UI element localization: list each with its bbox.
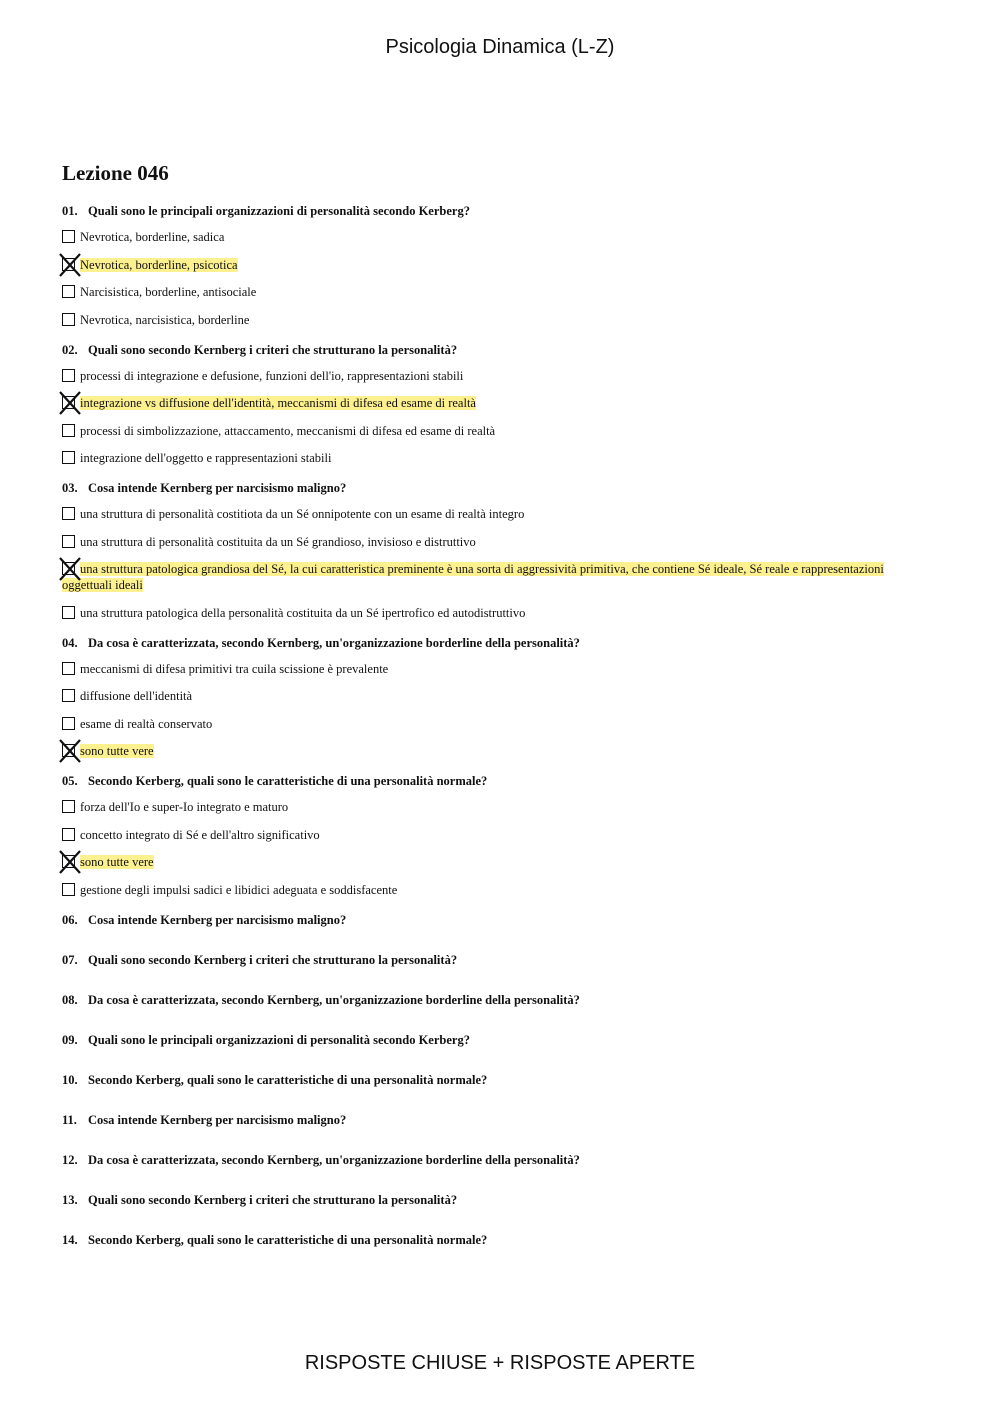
answer-option[interactable]: [62, 799, 902, 815]
question-block: [62, 773, 902, 898]
open-question-title: [62, 992, 902, 1008]
checkbox[interactable]: [62, 313, 75, 326]
answer-text: concetto integrato di Sé e dell'altro significativo: [80, 827, 320, 842]
closed-questions: [62, 203, 902, 898]
answer-text: meccanismi di difesa primitivi tra cuila scissione è prevalente: [80, 661, 389, 676]
checkbox[interactable]: [62, 883, 75, 896]
question-number: 14.: [62, 1232, 78, 1247]
question-block: [62, 203, 902, 328]
checkbox[interactable]: [62, 717, 75, 730]
question-text: Quali sono secondo Kernberg i criteri che strutturano la personalità?: [88, 1192, 458, 1207]
checked-checkbox[interactable]: [62, 744, 75, 757]
question-number: 06.: [62, 912, 78, 927]
cross-mark-icon: [59, 253, 81, 277]
answer-option[interactable]: [62, 229, 902, 245]
open-question-title: [62, 1232, 902, 1248]
answer-text: forza dell'Io e super-Io integrato e maturo: [80, 800, 289, 814]
open-questions: [62, 912, 902, 1248]
answer-text: una struttura patologica della personalità costituita da un Sé ipertrofico ed autodistruttivo: [80, 605, 526, 620]
question-text: Quali sono secondo Kernberg i criteri che strutturano la personalità?: [88, 952, 458, 967]
checkbox[interactable]: [62, 828, 75, 841]
checkbox[interactable]: [62, 285, 75, 298]
questions-container: [62, 203, 902, 1272]
question-number: 05.: [62, 774, 78, 788]
answer-option[interactable]: [62, 534, 902, 550]
answer-option[interactable]: [62, 423, 902, 439]
checkbox[interactable]: [62, 535, 75, 548]
question-text: Quali sono le principali organizzazioni di personalità secondo Kerberg?: [88, 204, 470, 218]
open-question-title: [62, 1032, 902, 1048]
open-question-title: [62, 1192, 902, 1208]
question-text: Cosa intende Kernberg per narcisismo maligno?: [88, 1112, 347, 1127]
answer-option[interactable]: [62, 312, 902, 328]
answer-text: diffusione dell'identità: [80, 689, 193, 703]
answer-option[interactable]: [62, 882, 902, 898]
answer-option[interactable]: [62, 450, 902, 466]
question-text: Cosa intende Kernberg per narcisismo maligno?: [88, 912, 347, 927]
question-title: [62, 635, 902, 651]
checkbox[interactable]: [62, 230, 75, 243]
cross-mark-icon: [59, 557, 81, 581]
checkbox[interactable]: [62, 507, 75, 520]
answer-option[interactable]: [62, 561, 902, 593]
page-footer: RISPOSTE CHIUSE + RISPOSTE APERTE: [304, 1352, 696, 1374]
question-number: 11.: [62, 1112, 77, 1127]
answer-text: Nevrotica, borderline, sadica: [80, 230, 225, 244]
cross-mark-icon: [59, 850, 81, 874]
answer-text: integrazione dell'oggetto e rappresentazioni stabili: [80, 451, 332, 465]
question-text: Da cosa è caratterizzata, secondo Kernberg, un'organizzazione borderline della personalità?: [88, 1152, 580, 1167]
question-text: Da cosa è caratterizzata, secondo Kernberg, un'organizzazione borderline della personalità?: [88, 635, 580, 650]
answer-text: sono tutte vere: [80, 744, 154, 758]
question-text: Cosa intende Kernberg per narcisismo maligno?: [88, 481, 347, 495]
page-header: Psicologia Dinamica (L-Z): [385, 36, 615, 58]
checked-checkbox[interactable]: [62, 562, 75, 575]
question-number: 03.: [62, 481, 78, 495]
answer-text: Narcisistica, borderline, antisociale: [80, 285, 257, 299]
answer-option[interactable]: [62, 395, 902, 411]
answer-option[interactable]: [62, 605, 902, 621]
answer-text: Nevrotica, borderline, psicotica: [80, 257, 238, 272]
checked-checkbox[interactable]: [62, 396, 75, 409]
checkbox[interactable]: [62, 451, 75, 464]
question-number: 09.: [62, 1032, 78, 1047]
answer-option[interactable]: [62, 368, 902, 384]
lesson-title: Lezione 046: [62, 161, 169, 185]
question-number: 02.: [62, 342, 78, 357]
answer-option[interactable]: [62, 854, 902, 870]
open-question-title: [62, 952, 902, 968]
cross-mark-icon: [59, 739, 81, 763]
answer-text: Nevrotica, narcisistica, borderline: [80, 312, 250, 327]
checkbox[interactable]: [62, 424, 75, 437]
answer-option[interactable]: [62, 743, 902, 759]
answer-text: integrazione vs diffusione dell'identità, meccanismi di difesa ed esame di realtà: [80, 396, 476, 410]
question-title: [62, 203, 902, 219]
open-question-title: [62, 912, 902, 928]
question-title: [62, 773, 902, 789]
question-text: Quali sono secondo Kernberg i criteri che strutturano la personalità?: [88, 342, 458, 357]
question-number: 01.: [62, 204, 78, 218]
answer-text: gestione degli impulsi sadici e libidici adeguata e soddisfacente: [80, 882, 398, 897]
question-number: 12.: [62, 1152, 78, 1167]
question-number: 08.: [62, 992, 78, 1007]
checked-checkbox[interactable]: [62, 258, 75, 271]
question-text: Secondo Kerberg, quali sono le caratteristiche di una personalità normale?: [88, 1232, 488, 1247]
checkbox[interactable]: [62, 662, 75, 675]
open-question-title: [62, 1152, 902, 1168]
question-text: Quali sono le principali organizzazioni di personalità secondo Kerberg?: [88, 1032, 470, 1047]
open-question-title: [62, 1112, 902, 1128]
answer-text: una struttura di personalità costitiota da un Sé onnipotente con un esame di realtà integro: [80, 507, 525, 521]
question-block: [62, 480, 902, 621]
answer-option[interactable]: [62, 257, 902, 273]
answer-option[interactable]: [62, 716, 902, 732]
answer-text: una struttura patologica grandiosa del Sé, la cui caratteristica preminente è una sorta di aggressività primitiva, che contiene Sé ideale, Sé reale e rappresentazioni oggettuali ideali: [62, 562, 884, 592]
checkbox[interactable]: [62, 689, 75, 702]
answer-option[interactable]: [62, 284, 902, 300]
answer-text: sono tutte vere: [80, 855, 154, 869]
question-text: Da cosa è caratterizzata, secondo Kernberg, un'organizzazione borderline della personalità?: [88, 992, 580, 1007]
question-text: Secondo Kerberg, quali sono le caratteristiche di una personalità normale?: [88, 774, 488, 788]
question-title: [62, 342, 902, 358]
answer-text: esame di realtà conservato: [80, 716, 213, 731]
answer-option[interactable]: [62, 661, 902, 677]
question-block: [62, 342, 902, 467]
answer-text: processi di integrazione e defusione, funzioni dell'io, rappresentazioni stabili: [80, 368, 464, 383]
checkbox[interactable]: [62, 606, 75, 619]
checkbox[interactable]: [62, 369, 75, 382]
answer-option[interactable]: [62, 827, 902, 843]
answer-text: una struttura di personalità costituita da un Sé grandioso, invisioso e distruttivo: [80, 534, 476, 549]
answer-option[interactable]: [62, 688, 902, 704]
question-number: 10.: [62, 1072, 78, 1087]
question-number: 07.: [62, 952, 78, 967]
question-title: [62, 480, 902, 496]
checkbox[interactable]: [62, 800, 75, 813]
answer-option[interactable]: [62, 506, 902, 522]
answer-text: processi di simbolizzazione, attaccamento, meccanismi di difesa ed esame di realtà: [80, 423, 496, 438]
checked-checkbox[interactable]: [62, 855, 75, 868]
question-number: 04.: [62, 635, 78, 650]
cross-mark-icon: [59, 391, 81, 415]
question-block: [62, 635, 902, 760]
open-question-title: [62, 1072, 902, 1088]
question-number: 13.: [62, 1192, 78, 1207]
question-text: Secondo Kerberg, quali sono le caratteristiche di una personalità normale?: [88, 1072, 488, 1087]
